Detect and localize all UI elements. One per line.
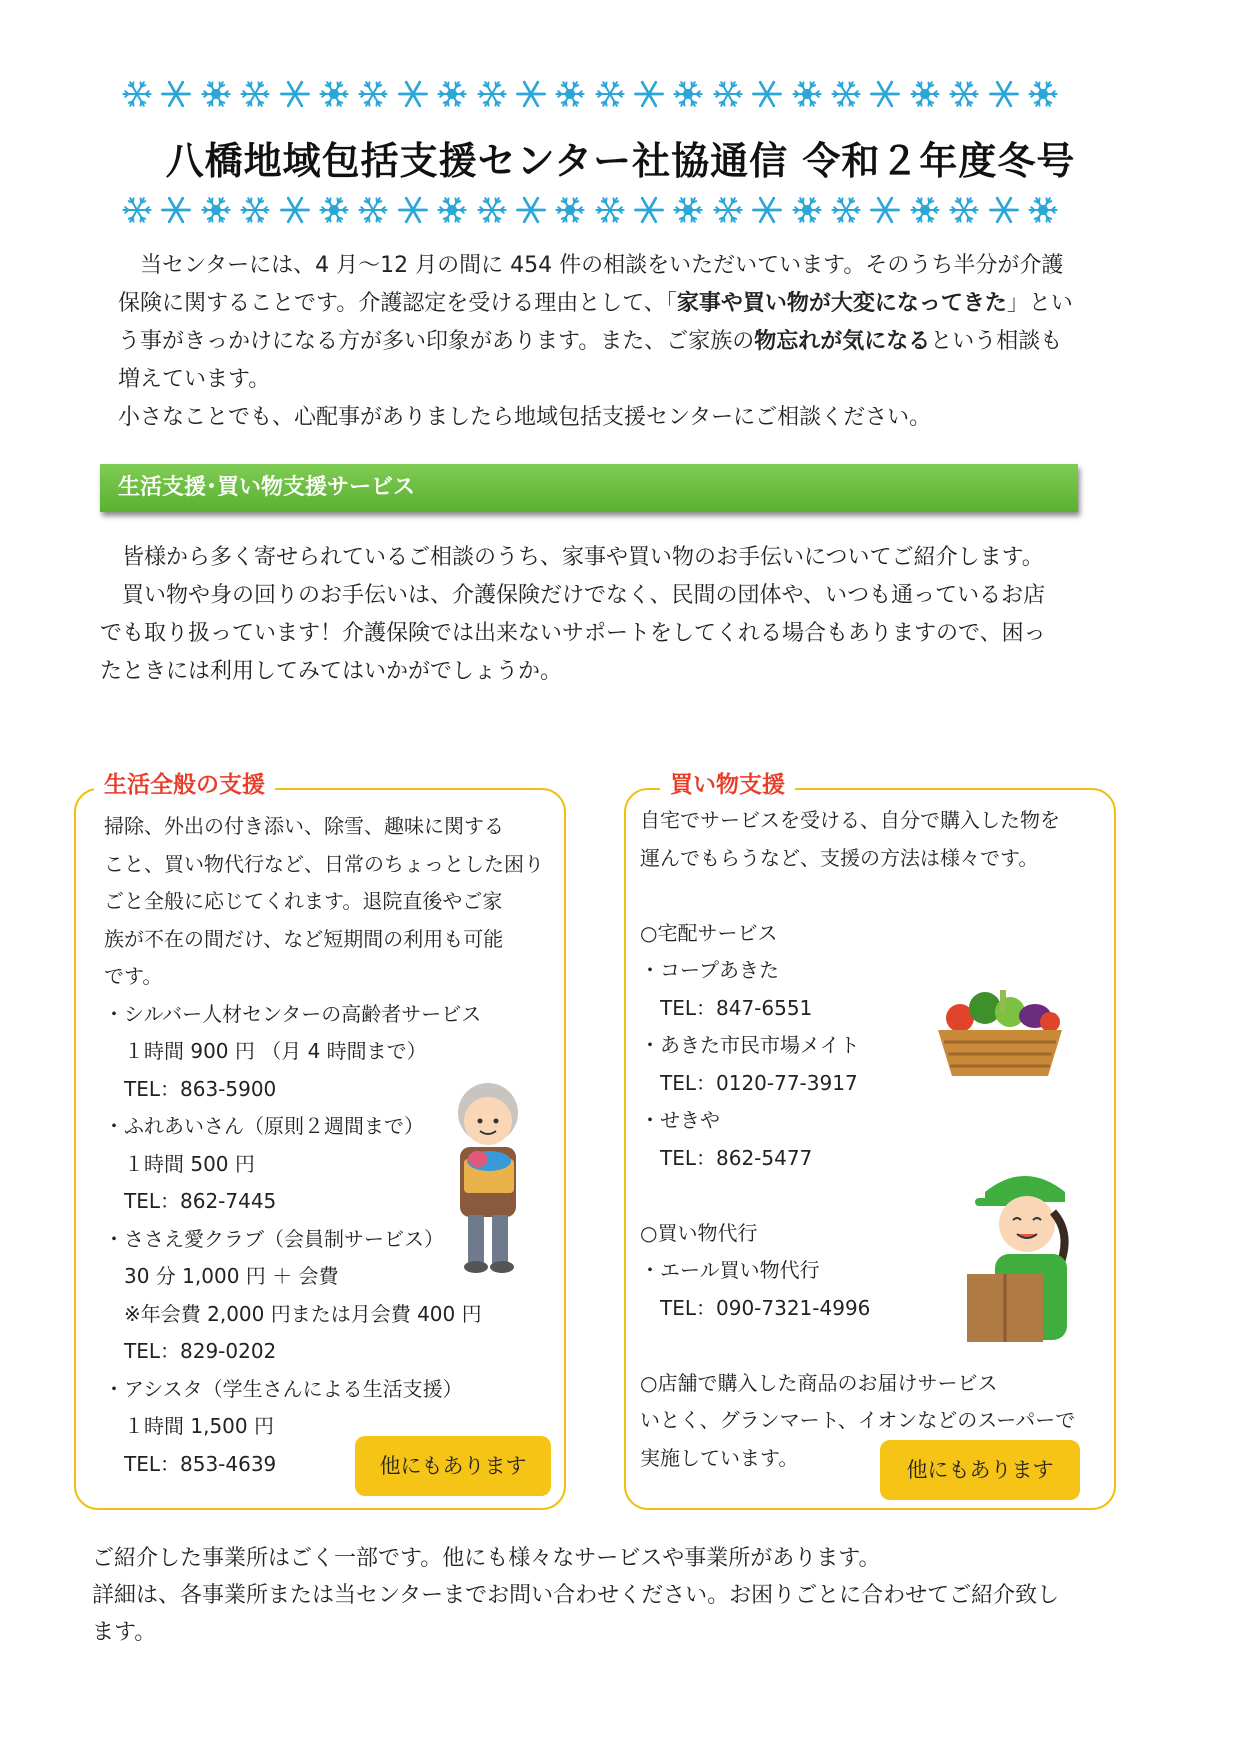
snowflake-icon — [868, 193, 902, 227]
shopping-support-more-button[interactable]: 他にもあります — [880, 1440, 1080, 1500]
snowflake-icon — [475, 77, 509, 111]
snowflake-icon — [1026, 193, 1060, 227]
snowflake-icon — [317, 77, 351, 111]
snowflake-icon — [120, 193, 154, 227]
box-line: TEL：847-6551 — [640, 995, 813, 1020]
box-line: ・コープあきた — [640, 958, 779, 982]
box-line: TEL：853-4639 — [104, 1451, 277, 1476]
intro-text-part: 当センターには、4 月～12 月の間に 454 件の相談をいただいています。そのうち半分が介護保険に関することです。介護認定を受ける理由として、「 — [118, 253, 1064, 316]
snowflake-icon — [750, 77, 784, 111]
box-line: １時間 1,500 円 — [104, 1414, 274, 1438]
box-line: TEL：863-5900 — [104, 1076, 277, 1101]
snowflake-icon — [120, 77, 154, 111]
box-line: 族が不在の間だけ、など短期間の利用も可能 — [104, 926, 504, 951]
section-paragraph-1: 皆様から多く寄せられているご相談のうち、家事や買い物のお手伝いについてご紹介します。 — [122, 545, 1044, 570]
box-line: 実施しています。 — [640, 1445, 799, 1470]
snowflake-border-bottom — [120, 188, 1060, 232]
snowflake-icon — [593, 193, 627, 227]
snowflake-icon — [238, 193, 272, 227]
box-line: ○宅配サービス — [640, 920, 778, 945]
box-line: ・アシスタ（学生さんによる生活支援） — [104, 1376, 463, 1401]
box-line: TEL：090-7321-4996 — [640, 1295, 871, 1320]
snowflake-icon — [475, 193, 509, 227]
snowflake-border-top — [120, 72, 1060, 116]
box-line: ごと全般に応じてくれます。退院直後やご家 — [104, 889, 503, 913]
snowflake-icon — [829, 77, 863, 111]
box-line: TEL：0120-77-3917 — [640, 1070, 858, 1095]
snowflake-icon — [987, 193, 1021, 227]
footer-paragraph-2: 詳細は、各事業所または当センターまでお問い合わせください。お困りごとに合わせてご紹介致します。 — [92, 1583, 1060, 1645]
snowflake-icon — [356, 77, 390, 111]
box-line: こと、買い物代行など、日常のちょっとした困り — [104, 851, 544, 876]
box-line: いとく、グランマート、イオンなどのスーパーで — [640, 1408, 1076, 1432]
general-support-title: 生活全般の支援 — [94, 770, 275, 800]
snowflake-icon — [278, 77, 312, 111]
snowflake-icon — [553, 77, 587, 111]
box-line: １時間 900 円 （月 4 時間まで） — [104, 1039, 427, 1063]
snowflake-icon — [868, 77, 902, 111]
box-line: TEL：862-5477 — [640, 1145, 813, 1170]
snowflake-icon — [908, 77, 942, 111]
intro-text-part: 」という事がきっかけになる方が多い印象があります。また、ご家族の — [118, 291, 1073, 354]
snowflake-icon — [1026, 77, 1060, 111]
snowflake-icon — [317, 193, 351, 227]
intro-bold-forgetfulness: 物忘れが気になる — [754, 329, 931, 354]
snowflake-icon — [435, 193, 469, 227]
elderly-helper-illustration — [440, 1075, 545, 1285]
snowflake-icon — [671, 77, 705, 111]
snowflake-icon — [278, 193, 312, 227]
vegetable-basket-illustration — [930, 978, 1070, 1088]
snowflake-icon — [947, 193, 981, 227]
snowflake-icon — [199, 193, 233, 227]
box-line: TEL：862-7445 — [104, 1189, 277, 1213]
general-support-more-button[interactable]: 他にもあります — [355, 1436, 551, 1496]
intro-paragraph-2: 小さなことでも、心配事がありましたら地域包括支援センターにご相談ください。 — [118, 405, 932, 430]
snowflake-icon — [711, 77, 745, 111]
footer-text — [92, 1540, 1072, 1651]
box-line: １時間 500 円 — [104, 1151, 255, 1176]
box-line: ・あきた市民市場メイト — [640, 1033, 860, 1057]
snowflake-icon — [553, 193, 587, 227]
box-line — [640, 877, 1110, 915]
delivery-worker-illustration — [965, 1162, 1085, 1352]
intro-bold-housework: 家事や買い物が大変になってきた — [676, 291, 1007, 316]
intro-paragraph-1 — [118, 247, 1078, 399]
box-line: ○店舗で購入した商品のお届けサービス — [640, 1370, 998, 1395]
snowflake-icon — [987, 77, 1021, 111]
box-line: 自宅でサービスを受ける、自分で購入した物を — [640, 808, 1060, 832]
box-line: ・エール買い物代行 — [640, 1258, 820, 1282]
section-heading: 生活支援･買い物支援サービス — [100, 464, 1078, 512]
snowflake-icon — [711, 193, 745, 227]
shopping-support-body — [640, 802, 1110, 1477]
footer-paragraph-1: ご紹介した事業所はごく一部です。他にも様々なサービスや事業所があります。 — [92, 1546, 881, 1571]
snowflake-icon — [632, 77, 666, 111]
snowflake-icon — [908, 193, 942, 227]
snowflake-icon — [238, 77, 272, 111]
snowflake-icon — [159, 77, 193, 111]
box-line: ・ふれあいさん（原則２週間まで） — [104, 1114, 424, 1138]
box-line: ・シルバー人材センターの高齢者サービス — [104, 1001, 482, 1026]
shopping-support-title: 買い物支援 — [660, 770, 795, 800]
box-line: TEL：829-0202 — [104, 1339, 277, 1363]
snowflake-icon — [435, 77, 469, 111]
page-title: 八橋地域包括支援センター社協通信 令和２年度冬号 — [165, 139, 1076, 183]
snowflake-icon — [671, 193, 705, 227]
box-line: ○買い物代行 — [640, 1220, 758, 1245]
box-line: ・せきや — [640, 1108, 720, 1132]
snowflake-icon — [947, 77, 981, 111]
box-line: ※年会費 2,000 円または月会費 400 円 — [104, 1301, 482, 1326]
snowflake-icon — [514, 193, 548, 227]
box-line: です。 — [104, 964, 163, 988]
snowflake-icon — [632, 193, 666, 227]
box-line: 掃除、外出の付き添い、除雪、趣味に関する — [104, 814, 504, 838]
snowflake-icon — [514, 77, 548, 111]
snowflake-icon — [159, 193, 193, 227]
snowflake-icon — [199, 77, 233, 111]
section-paragraph-2: 買い物や身の回りのお手伝いは、介護保険だけでなく、民間の団体や、いつも通っているお店でも取り扱っています！介護保険では出来ないサポートをしてくれる場合もありますので、困ったときには利用してみてはいかがでしょうか。 — [100, 583, 1046, 684]
snowflake-icon — [396, 193, 430, 227]
intro-text — [118, 247, 1078, 437]
box-line: ・ささえ愛クラブ（会員制サービス） — [104, 1226, 444, 1251]
box-line: 30 分 1,000 円 ＋ 会費 — [104, 1264, 339, 1288]
snowflake-icon — [829, 193, 863, 227]
snowflake-icon — [790, 193, 824, 227]
box-line: 運んでもらうなど、支援の方法は様々です。 — [640, 845, 1039, 870]
snowflake-icon — [396, 77, 430, 111]
snowflake-icon — [593, 77, 627, 111]
intro-text-part: という相談も増えています。 — [118, 329, 1063, 392]
snowflake-icon — [790, 77, 824, 111]
section-lead — [100, 539, 1060, 691]
snowflake-icon — [750, 193, 784, 227]
snowflake-icon — [356, 193, 390, 227]
